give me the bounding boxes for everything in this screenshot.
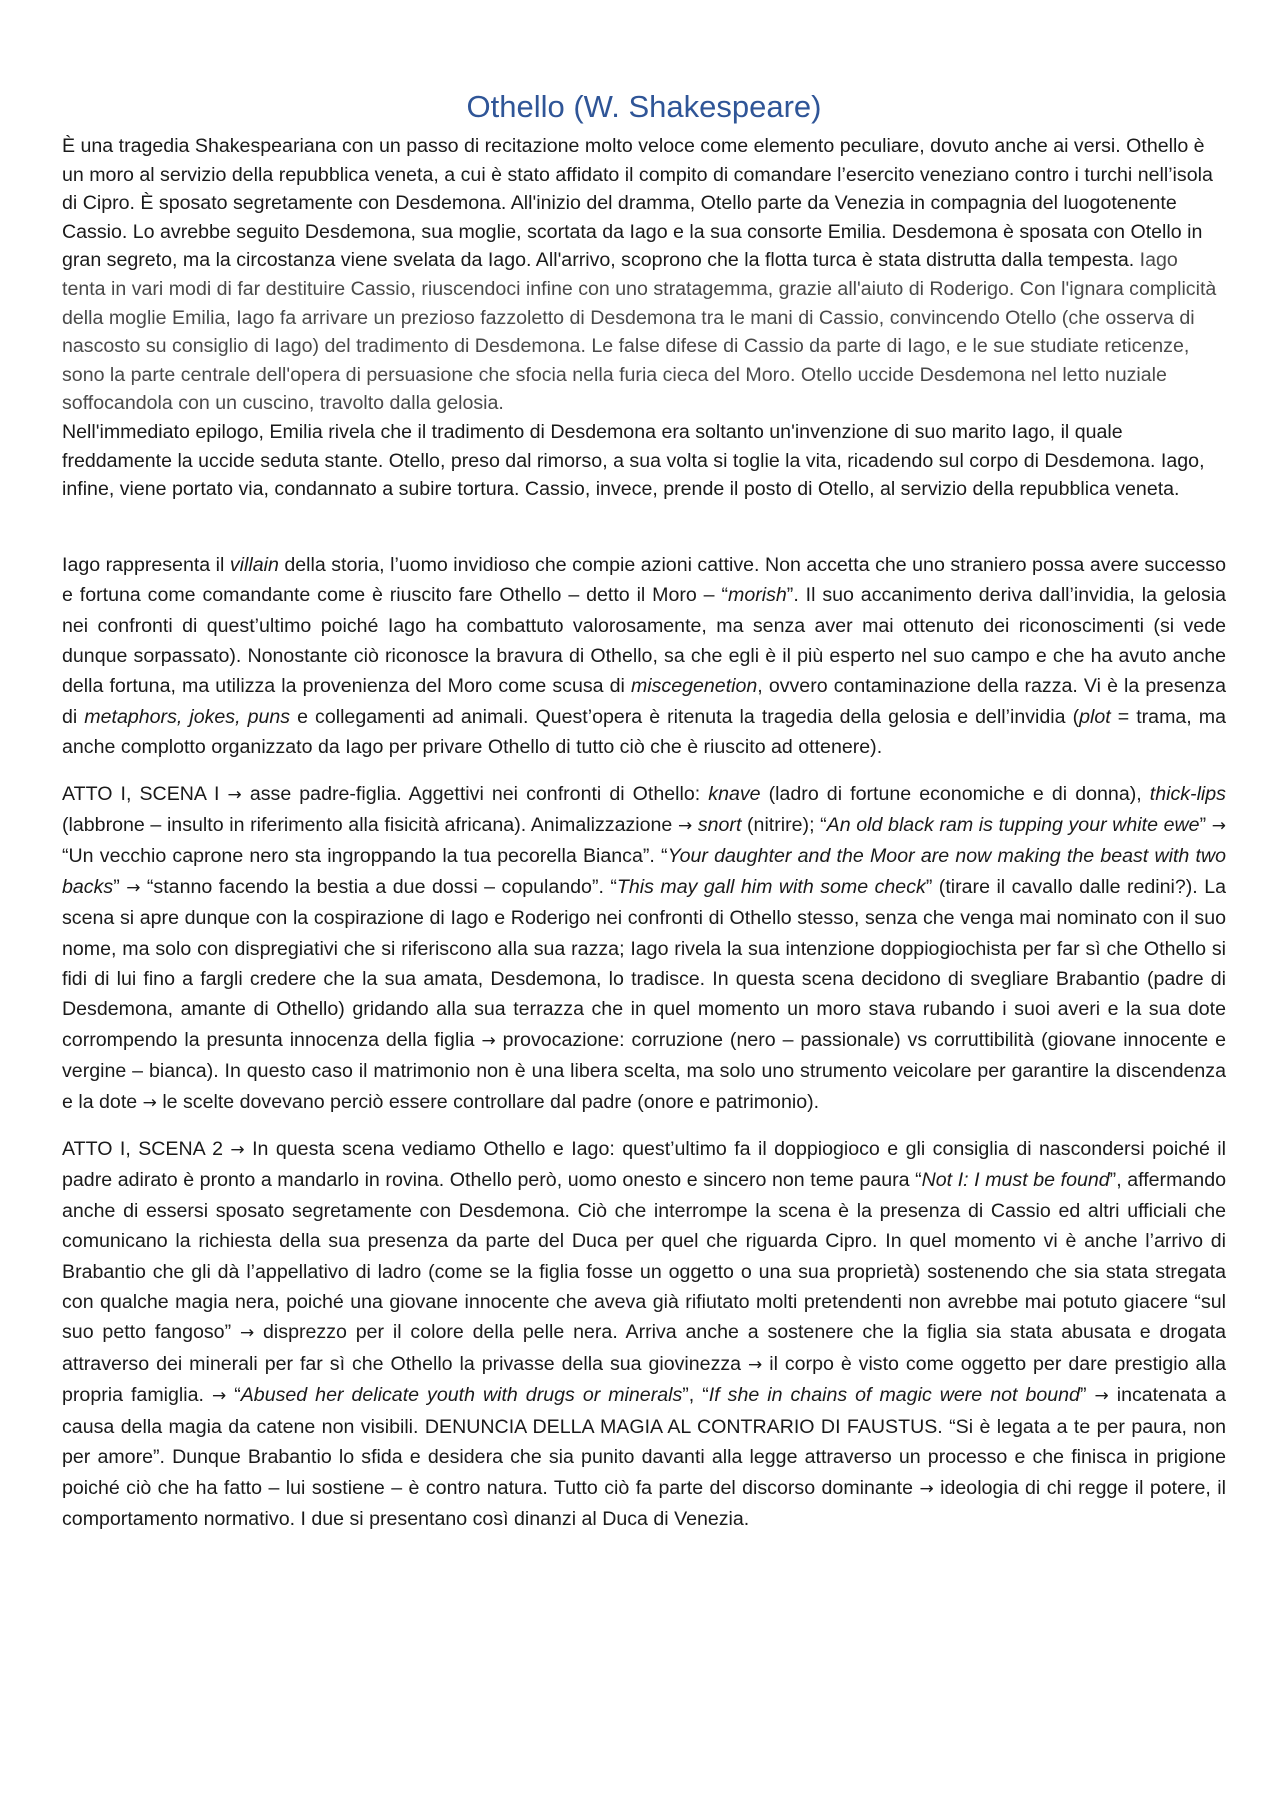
arrow-icon: → (142, 1092, 157, 1113)
text: ”. Il suo accanimento deriva dall’invidia, la gelosia nei confronti di quest’ultimo poiché Iago ha combattuto valorosamente, ma senza aver mai ottenuto dei riconoscimenti (si vede dunque sorpassato). Nonostante ciò riconosce la bravura di Othello, sa che egli è il più esperto nel suo campo e che ha avuto anche della fortuna, ma utilizza la provenienza del Moro come scusa di (62, 584, 1226, 698)
italic-term: snort (697, 813, 742, 836)
iago-paragraph (62, 550, 1226, 763)
arrow-icon: → (919, 1478, 934, 1499)
act1-scene1-paragraph (62, 779, 1226, 1118)
text: ATTO I, SCENA 2 (62, 1138, 231, 1161)
text: le scelte dovevano perciò essere controllare dal padre (onore e patrimonio). (156, 1090, 820, 1113)
text: ATTO I, SCENA I (62, 782, 228, 805)
act1-scene2-paragraph (62, 1134, 1226, 1534)
italic-term: villain (229, 553, 279, 576)
intro-text: È una tragedia Shakespeariana con un passo di recitazione molto veloce come elemento peculiare, dovuto anche ai versi. Othello è un moro al servizio della repubblica veneta, a cui è stato affidato il compito di comandare l’esercito veneziano contro i turchi nell’isola di Cipro. È sposato segretamente con Desdemona. All'inizio del dramma, Otello parte da Venezia in compagnia del luogotenente Cassio. Lo avrebbe seguito Desdemona, sua moglie, scortata da Iago e la sua consorte Emilia. Desdemona è sposata con Otello in gran segreto, ma la circostanza viene svelata da Iago. All'arrivo, scoprono che la flotta turca è stata distrutta dalla tempesta. (62, 135, 1213, 272)
italic-quote: An old black ram is tupping your white ewe (826, 813, 1200, 836)
text: provocazione: corruzione (nero – passionale) vs corruttibilità (giovane innocente e vergine – bianca). In questo caso il matrimonio non è una libera scelta, ma solo uno strumento veicolare per garantire la discendenza e la dote (62, 1028, 1226, 1113)
epilogue-paragraph: Nell'immediato epilogo, Emilia rivela che il tradimento di Desdemona era soltanto un'invenzione di suo marito Iago, il quale freddamente la uccide seduta stante. Otello, preso dal rimorso, a sua volta si toglie la vita, ricadendo sul corpo di Desdemona. Iago, infine, viene portato via, condannato a subire tortura. Cassio, invece, prende il posto di Otello, al servizio della repubblica veneta. (62, 420, 1205, 501)
text: ” (tirare il cavallo dalle redini?). La scena si apre dunque con la cospirazione di Iago e Roderigo nei confronti di Othello stesso, senza che venga mai nominato con il suo nome, ma solo con dispregiativi che si riferiscono alla sua razza; Iago rivela la sua intenzione doppiogiochista per far sì che Othello si fidi di lui fino a fargli credere che la sua amata, Desdemona, lo tradisce. In questa scena decidono di svegliare Brabantio (padre di Desdemona, amante di Othello) gridando alla sua terrazza che in quel momento un moro stava rubando i suoi averi e la sua dote corrompendo la presunta innocenza della figlia (62, 875, 1227, 1051)
arrow-icon: → (211, 1386, 227, 1407)
text: ” (1079, 1384, 1095, 1407)
arrow-icon: → (1211, 815, 1226, 836)
italic-quote: Abused her delicate youth with drugs or minerals (240, 1384, 683, 1407)
italic-quote: If she in chains of magic were not bound (708, 1384, 1080, 1407)
text: “Un vecchio caprone nero sta ingroppando la tua pecorella Bianca”. “ (62, 845, 668, 868)
arrow-icon: → (481, 1030, 496, 1051)
text: e collegamenti ad animali. Quest’opera è ritenuta la tragedia della gelosia e dell’invidia ( (290, 705, 1080, 728)
italic-term: thick-lips (1149, 782, 1226, 805)
text: “stanno facendo la bestia a due dossi – copulando”. “ (140, 875, 617, 898)
arrow-icon: → (230, 1140, 245, 1161)
document-title: Othello (W. Shakespeare) (466, 89, 822, 124)
text: della storia, l’uomo invidioso che compie azioni cattive. Non accetta che uno straniero possa avere successo e fortuna come comandante come è riuscito fare Othello – detto il Moro – “ (62, 553, 1226, 607)
arrow-icon: → (126, 877, 141, 898)
text: ”, affermando anche di essersi sposato segretamente con Desdemona. Ciò che interrompe la scena è la presenza di Cassio ed altri ufficiali che comunicano la richiesta della sua presenza da parte del Duca per quel che riguarda Cipro. In quel momento vi è anche l’arrivo di Brabantio che gli dà l’appellativo di ladro (come se la figlia fosse un oggetto o una sua proprietà) sostenendo che sia stata stregata con qualche magia nera, poiché una giovane innocente che aveva già rifiutato molti pretendenti non avrebbe mai potuto giacere “sul suo petto fangoso” (62, 1169, 1226, 1344)
text: “ (226, 1384, 241, 1407)
italic-term: plot (1079, 705, 1111, 728)
text: (nitrire); “ (741, 813, 827, 836)
text: Iago rappresenta il (62, 553, 230, 576)
arrow-icon: → (748, 1354, 763, 1375)
text: asse padre-figlia. Aggettivi nei confronti di Othello: (241, 782, 709, 805)
text: ” (1199, 813, 1212, 836)
text: = trama, ma anche complotto organizzato da Iago per privare Othello di tutto ciò che è riuscito ad ottenere). (62, 705, 1226, 759)
arrow-icon: → (239, 1323, 255, 1344)
document-page (62, 88, 1226, 1534)
text: ideologia di chi regge il potere, il comportamento normativo. I due si presentano così dinanzi al Duca di Venezia. (62, 1476, 1227, 1530)
italic-quote: Your daughter and the Moor are now making the beast with two backs (62, 845, 1226, 898)
italic-quote: This may gall him with some check (616, 875, 926, 898)
intro-paragraph (62, 132, 1226, 418)
arrow-icon: → (1094, 1386, 1109, 1407)
text: ”, “ (682, 1384, 709, 1407)
text: (labbrone – insulto in riferimento alla fisicità africana). Animalizzazione (62, 813, 678, 836)
text: ” (113, 875, 127, 898)
text: incatenata a causa della magia da catene non visibili. DENUNCIA DELLA MAGIA AL CONTRARIO DI FAUSTUS. “Si è legata a te per paura, non per amore”. Dunque Brabantio lo sfida e desidera che sia punito davanti alla legge attraverso un processo e che finisca in prigione poiché ciò che ha fatto – lui sostiene – è contro natura. Tutto ciò fa parte del discorso dominante (62, 1384, 1227, 1499)
italic-quote: Not I: I must be found (921, 1169, 1110, 1192)
arrow-icon: → (227, 784, 242, 805)
arrow-icon: → (677, 815, 693, 836)
text: (ladro di fortune economiche e di donna), (760, 782, 1150, 805)
italic-term: morish (728, 584, 787, 607)
italic-term: miscegenetion (630, 675, 758, 698)
text: , ovvero contaminazione della razza. Vi è la presenza di (62, 675, 1226, 728)
text: In questa scena vediamo Othello e Iago: quest’ultimo fa il doppiogioco e gli consiglia di nascondersi poiché il padre adirato è pronto a mandarlo in rovina. Othello però, uomo onesto e sincero non teme paura “ (62, 1138, 1226, 1192)
intro-text-gray: Iago tenta in vari modi di far destituire Cassio, riuscendoci infine con uno stratagemma, grazie all'aiuto di Roderigo. Con l'ignara complicità della moglie Emilia, Iago fa arrivare un prezioso fazzoletto di Desdemona tra le mani di Cassio, convincendo Otello (che osserva di nascosto su consiglio di Iago) del tradimento di Desdemona. Le false difese di Cassio da parte di Iago, e le sue studiate reticenze, sono la parte centrale dell'opera di persuasione che sfocia nella furia cieca del Moro. Otello uccide Desdemona nel letto nuziale soffocandola con un cuscino, travolto dalla gelosia. (62, 249, 1217, 415)
text: disprezzo per il colore della pelle nera. Arriva anche a sostenere che la figlia sia stata abusata e drogata attraverso dei minerali per far sì che Othello la privasse della sua giovinezza (62, 1321, 1226, 1375)
italic-term: knave (708, 782, 761, 805)
italic-term: metaphors, jokes, puns (84, 705, 291, 728)
text: il corpo è visto come oggetto per dare prestigio alla propria famiglia. (62, 1352, 1226, 1407)
